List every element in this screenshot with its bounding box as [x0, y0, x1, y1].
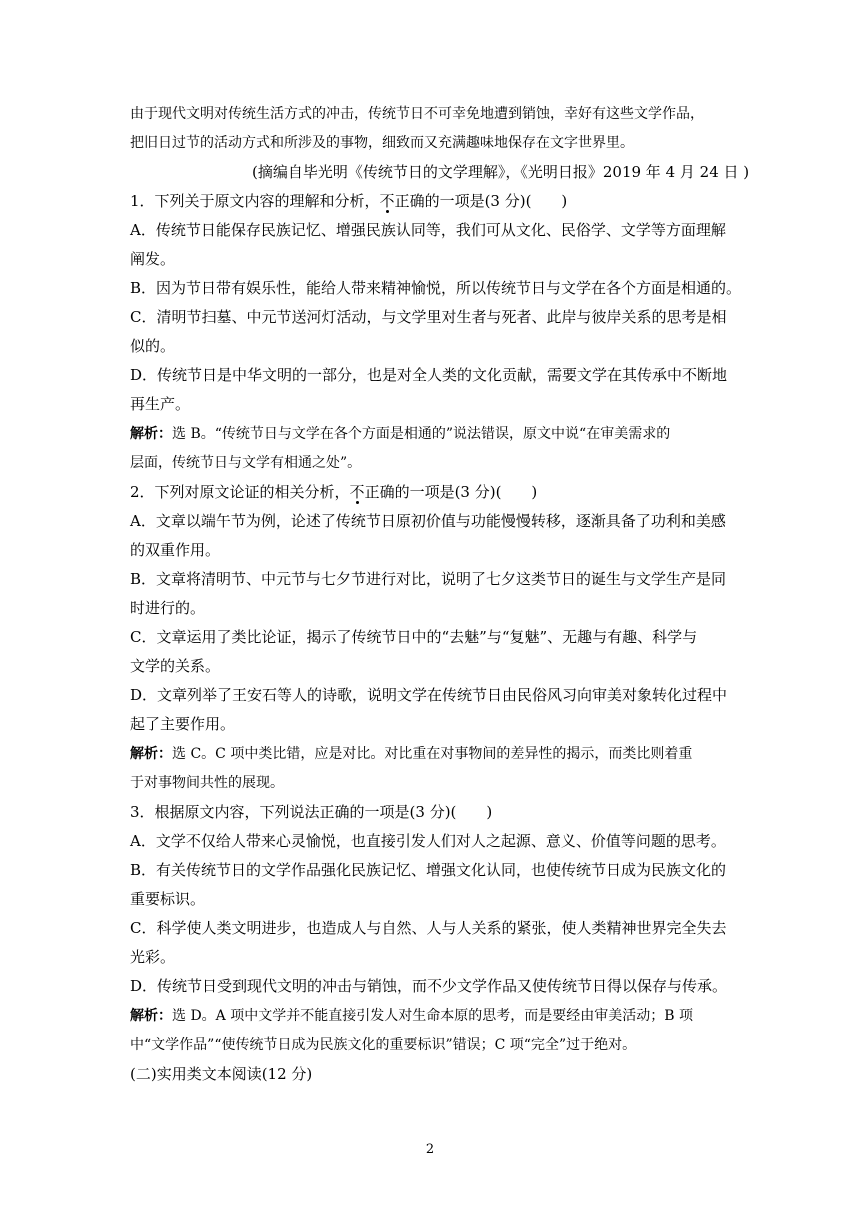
question-2-stem: 2．下列对原文论证的相关分析，不正确的一项是(3 分)( ) — [130, 483, 538, 501]
q1-option-d: D．传统节日是中华文明的一部分，也是对全人类的文化贡献，需要文学在其传承中不断地 — [130, 366, 728, 384]
q3-analysis-cont: 中“文学作品”“使传统节日成为民族文化的重要标识”错误；C 项“完全”过于绝对。 — [130, 1037, 637, 1053]
q1-analysis-cont: 层面，传统节日与文学有相通之处”。 — [130, 455, 362, 471]
q2-option-a-cont: 的双重作用。 — [130, 541, 221, 559]
q2-option-b-cont: 时进行的。 — [130, 599, 206, 617]
q1-option-b: B．因为节日带有娱乐性，能给人带来精神愉悦，所以传统节日与文学在各个方面是相通的。 — [130, 279, 742, 297]
passage-line: 由于现代文明对传统生活方式的冲击，传统节日不可幸免地遭到销蚀，幸好有这些文学作品， — [130, 106, 704, 122]
q2-analysis-cont: 于对事物间共性的展现。 — [130, 775, 284, 791]
q3-analysis: 解析：选 D。A 项中文学并不能直接引发人对生命本原的思考，而是要经由审美活动；B 项 — [130, 1008, 693, 1024]
q3-option-a: A．文学不仅给人带来心灵愉悦，也直接引发人们对人之起源、意义、价值等问题的思考。 — [130, 832, 726, 850]
q2-option-c-cont: 文学的关系。 — [130, 657, 221, 675]
page-number: 2 — [425, 1142, 435, 1157]
q2-option-a: A．文章以端午节为例，论述了传统节日原初价值与功能慢慢转移，逐渐具备了功利和美感 — [130, 512, 726, 530]
q3-option-c-cont: 光彩。 — [130, 948, 176, 966]
q3-option-b: B．有关传统节日的文学作品强化民族记忆、增强文化认同，也使传统节日成为民族文化的 — [130, 861, 727, 879]
q2-option-b: B．文章将清明节、中元节与七夕节进行对比，说明了七夕这类节日的诞生与文学生产是同 — [130, 570, 727, 588]
q1-option-a: A．传统节日能保存民族记忆、增强民族认同等，我们可从文化、民俗学、文学等方面理解 — [130, 221, 726, 239]
q1-option-c-cont: 似的。 — [130, 337, 176, 355]
q2-analysis: 解析：选 C。C 项中类比错，应是对比。对比重在对事物间的差异性的揭示，而类比则着重 — [130, 746, 693, 762]
question-1-stem: 1．下列关于原文内容的理解和分析，不正确的一项是(3 分)( ) — [130, 192, 568, 210]
q1-option-c: C．清明节扫墓、中元节送河灯活动，与文学里对生者与死者、此岸与彼岸关系的思考是相 — [130, 308, 727, 326]
section-heading: (二)实用类文本阅读(12 分) — [130, 1065, 313, 1083]
q3-option-c: C．科学使人类文明进步，也造成人与自然、人与人关系的紧张，使人类精神世界完全失去 — [130, 919, 727, 937]
analysis-label: 解析： — [130, 746, 172, 762]
q1-option-a-cont: 阐发。 — [130, 250, 176, 268]
analysis-label: 解析： — [130, 1008, 172, 1024]
q1-analysis: 解析：选 B。“传统节日与文学在各个方面是相通的”说法错误，原文中说“在审美需求的 — [130, 426, 671, 442]
question-3-stem: 3．根据原文内容，下列说法正确的一项是(3 分)( ) — [130, 803, 493, 821]
passage-line: 把旧日过节的活动方式和所涉及的事物，细致而又充满趣味地保存在文字世界里。 — [130, 135, 634, 151]
emphasis-dot: 不 — [379, 192, 395, 210]
q2-option-d: D．文章列举了王安石等人的诗歌，说明文学在传统节日由民俗风习向审美对象转化过程中 — [130, 686, 728, 704]
q1-option-d-cont: 再生产。 — [130, 395, 191, 413]
document-body — [130, 100, 750, 1089]
q3-option-d: D．传统节日受到现代文明的冲击与销蚀，而不少文学作品又使传统节日得以保存与传承。 — [130, 977, 728, 995]
emphasis-dot: 不 — [349, 483, 365, 501]
q3-option-b-cont: 重要标识。 — [130, 890, 206, 908]
analysis-label: 解析： — [130, 426, 172, 442]
passage-source: (摘编自毕光明《传统节日的文学理解》，《光明日报》2019 年 4 月 24 日 ) — [252, 163, 750, 181]
q2-option-c: C．文章运用了类比论证，揭示了传统节日中的“去魅”与“复魅”、无趣与有趣、科学与 — [130, 628, 698, 646]
q2-option-d-cont: 起了主要作用。 — [130, 715, 236, 733]
